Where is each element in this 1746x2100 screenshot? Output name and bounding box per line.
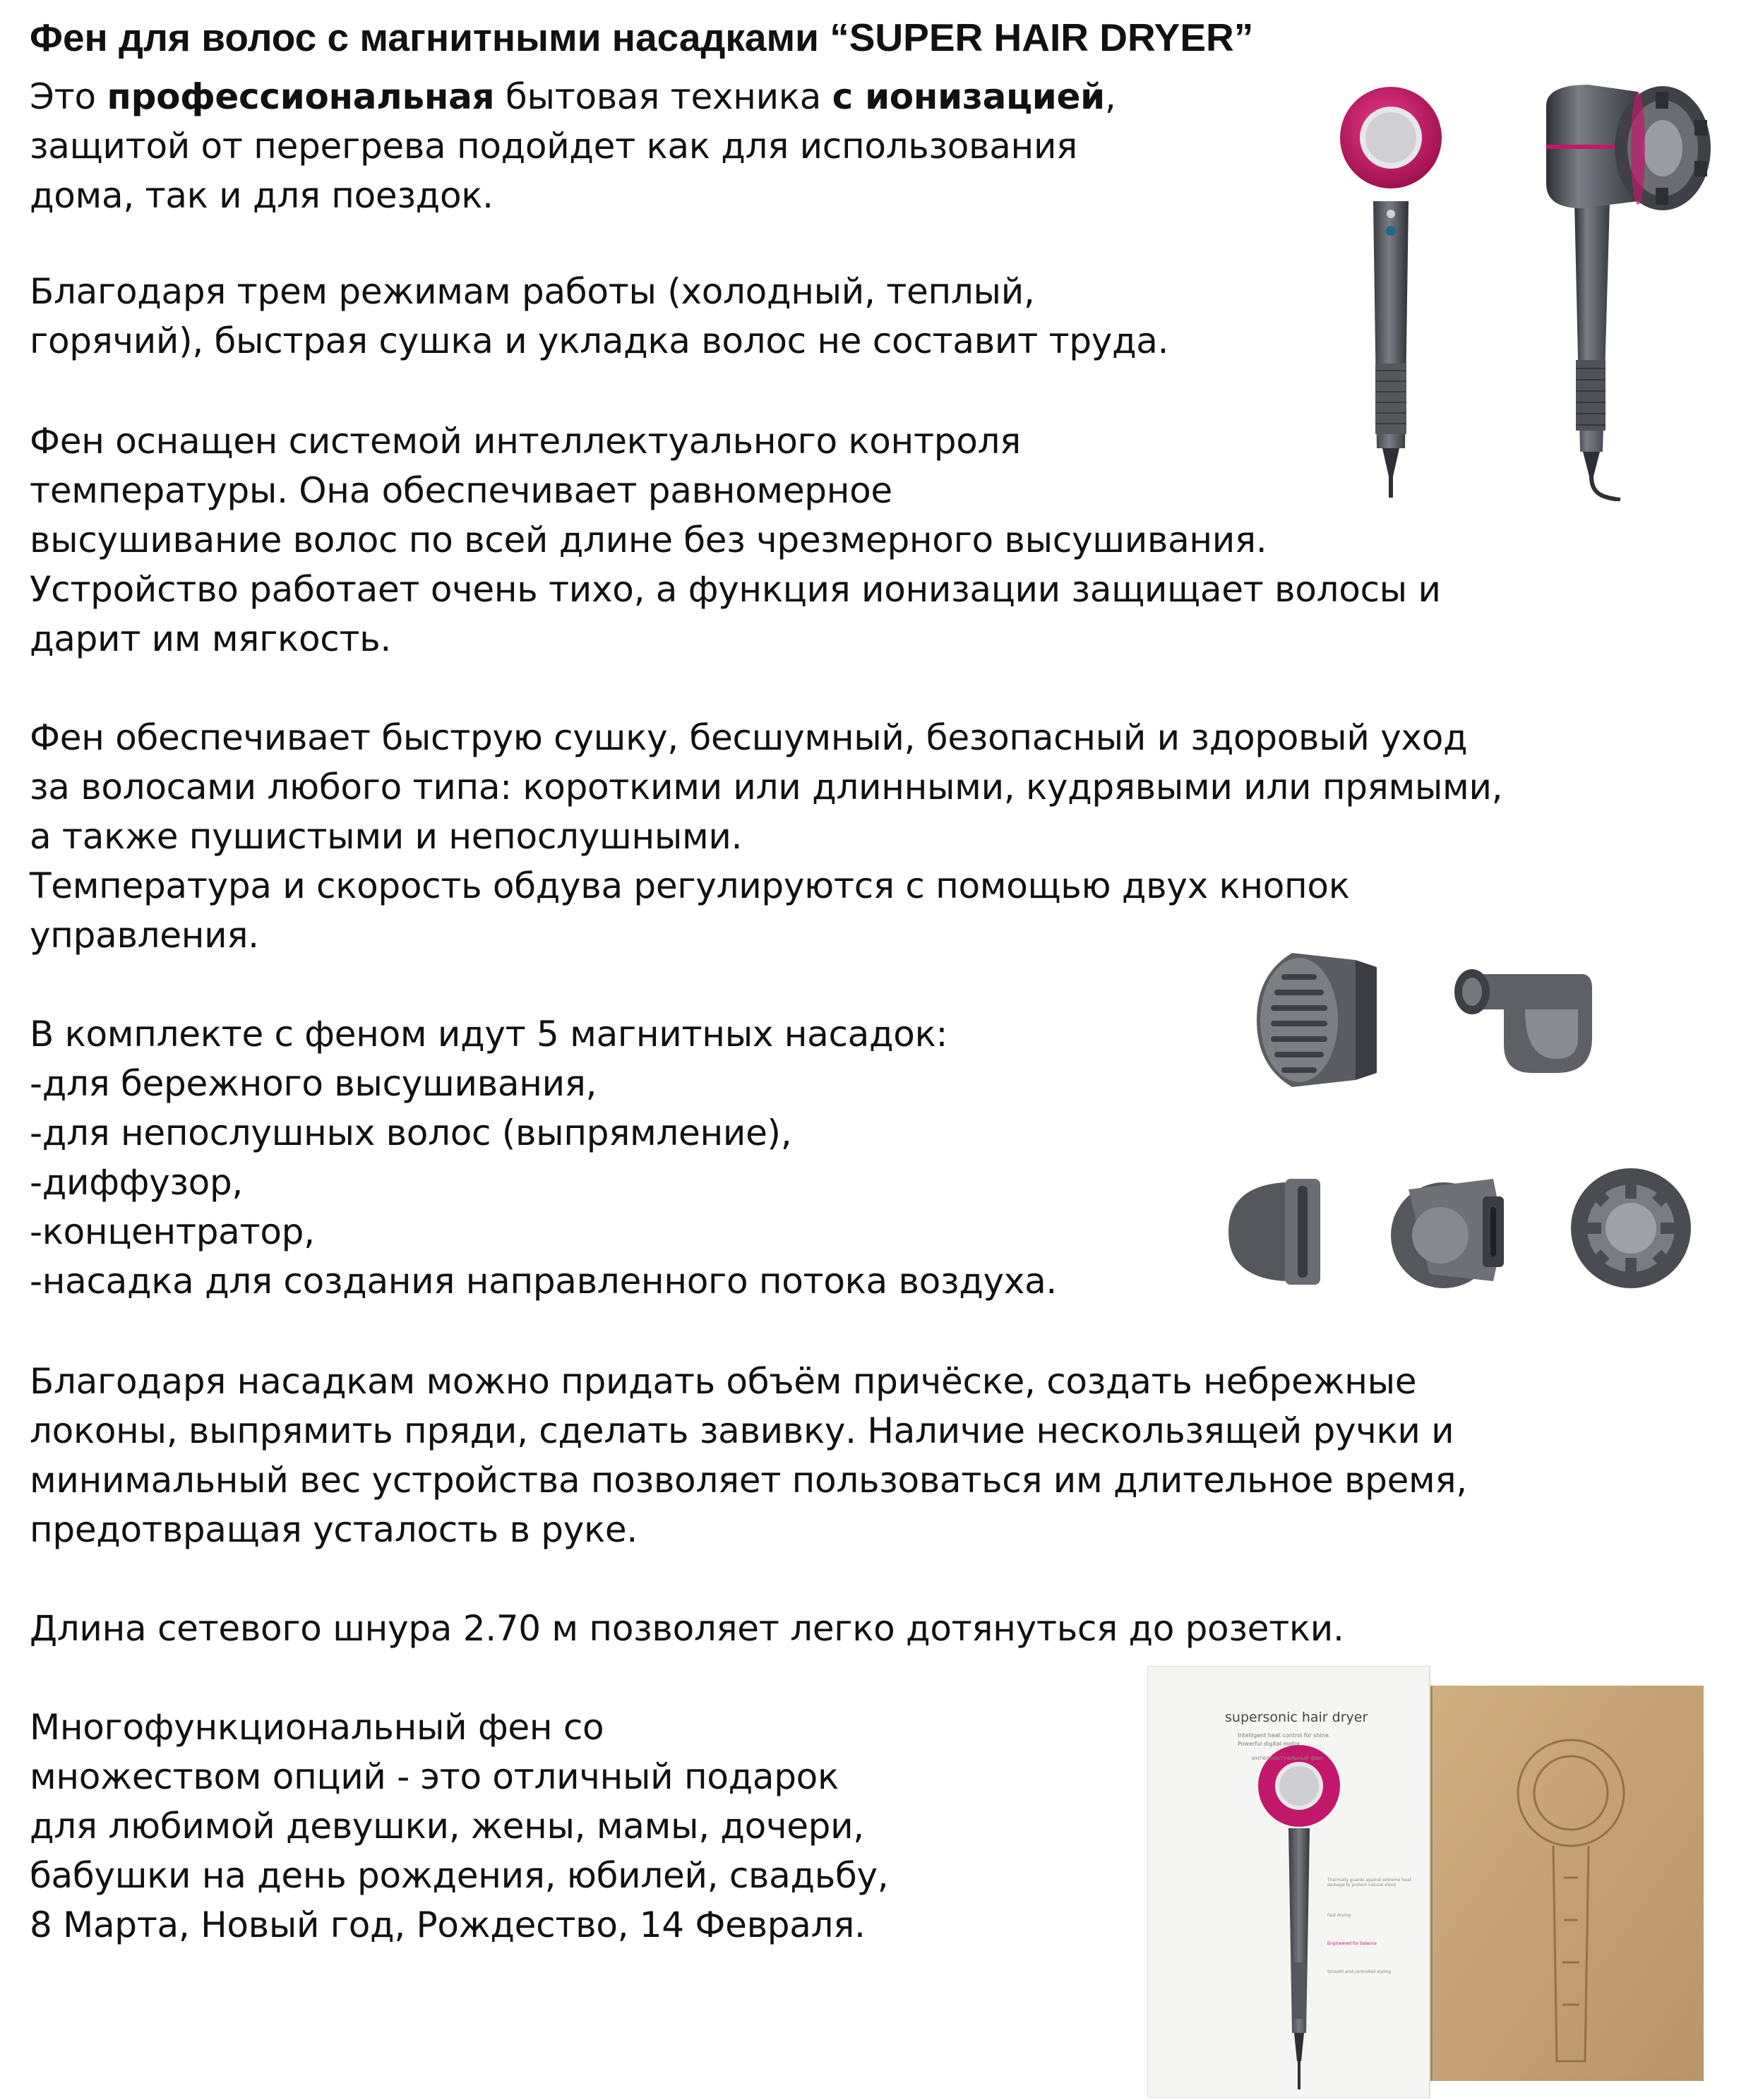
kit-line: -диффузор, — [30, 1162, 244, 1203]
gift-paragraph — [30, 1703, 888, 1950]
styling-line: минимальный вес устройства позволяет пользоваться им длительное время, — [30, 1460, 1467, 1501]
concentrator-attachment — [1387, 1168, 1514, 1295]
gift-line: множеством опций - это отличный подарок — [30, 1756, 839, 1797]
smoothing-nozzle — [1221, 1172, 1327, 1292]
gift-line: 8 Марта, Новый год, Рождество, 14 Февраля. — [30, 1904, 866, 1945]
kit-paragraph — [30, 1009, 1057, 1306]
modes-line: горячий), быстрая сушка и укладка волос не составит труда. — [30, 320, 1169, 361]
cord-line: Длина сетевого шнура 2.70 м позволяет легко дотянуться до розетки. — [30, 1608, 1344, 1649]
care-paragraph — [30, 713, 1502, 960]
box-subtitle: интеллектуальный фен — [1252, 1755, 1323, 1761]
styling-paragraph — [30, 1357, 1467, 1554]
intro-line-1 — [30, 72, 1116, 121]
page-title: Фен для волос с магнитными насадками “SUPER HAIR DRYER” — [30, 16, 1254, 59]
intro-text-3: , — [1104, 76, 1116, 117]
box-feature: Smooth and controlled styling — [1327, 1969, 1392, 1974]
box-feature: Thermally guards against extreme heat damage to protect natural shine — [1327, 1878, 1411, 1888]
care-line: управления. — [30, 915, 259, 956]
control-line: дарит им мягкость. — [30, 618, 392, 659]
care-line: за волосами любого типа: короткими или длинными, кудрявыми или прямыми, — [30, 767, 1503, 808]
product-box-image — [1147, 1666, 1705, 2098]
modes-line: Благодаря трем режимам работы (холодный, теплый, — [30, 271, 1035, 312]
box-feature: Engineered for balance — [1327, 1941, 1377, 1946]
kit-line: -для непослушных волос (выпрямление), — [30, 1112, 792, 1153]
intro-bold-ionization: с ионизацией — [832, 76, 1105, 117]
gift-line: для любимой девушки, жены, мамы, дочери, — [30, 1806, 864, 1847]
care-line: Температура и скорость обдува регулируются с помощью двух кнопок — [30, 865, 1350, 906]
kit-line: -для бережного высушивания, — [30, 1063, 597, 1104]
gift-line: Многофункциональный фен со — [30, 1707, 604, 1748]
box-brand: supersonic hair dryer — [1225, 1710, 1368, 1725]
control-line: температуры. Она обеспечивает равномерное — [30, 470, 892, 511]
styling-line: Благодаря насадкам можно придать объём причёске, создать небрежные — [30, 1361, 1417, 1402]
kit-line: -концентратор, — [30, 1211, 315, 1252]
control-line: Устройство работает очень тихо, а функция ионизации защищает волосы и — [30, 569, 1441, 610]
kit-line: -насадка для создания направленного потока воздуха. — [30, 1261, 1058, 1302]
control-line: высушивание волос по всей длине без чрезмерного высушивания. — [30, 520, 1267, 560]
hair-dryer-front-image — [1320, 81, 1461, 498]
kit-line: В комплекте с феном идут 5 магнитных насадок: — [30, 1014, 948, 1055]
box-feature: Fast drying — [1327, 1913, 1351, 1918]
intro-text-1: Это — [30, 76, 107, 117]
diffuser-attachment — [1250, 946, 1384, 1094]
intro-text-2: бытовая техника — [494, 76, 832, 117]
box-tagline-1: Intelligent heat control for shine. — [1238, 1732, 1331, 1739]
styling-line: предотвращая усталость в руке. — [30, 1509, 638, 1550]
gentle-air-attachment — [1567, 1165, 1694, 1292]
cord-paragraph — [30, 1604, 1344, 1653]
flyaway-attachment — [1433, 960, 1596, 1080]
gift-line: бабушки на день рождения, юбилей, свадьбу, — [30, 1855, 889, 1896]
modes-paragraph — [30, 267, 1168, 366]
intro-bold-professional: профессиональная — [107, 76, 495, 117]
control-paragraph — [30, 416, 1441, 664]
care-line: Фен обеспечивает быструю сушку, бесшумный, безопасный и здоровый уход — [30, 717, 1468, 758]
styling-line: локоны, выпрямить пряди, сделать завивку. Наличие нескользящей ручки и — [30, 1410, 1454, 1451]
hair-dryer-side-image — [1497, 78, 1716, 501]
care-line: а также пушистыми и непослушными. — [30, 816, 743, 857]
control-line: Фен оснащен системой интеллектуального контроля — [30, 421, 1021, 462]
intro-line: защитой от перегрева подойдет как для использования — [30, 126, 1077, 167]
box-tagline-2: Powerful digital motor. — [1238, 1741, 1302, 1747]
intro-paragraph — [30, 72, 1116, 220]
intro-line: дома, так и для поездок. — [30, 175, 494, 216]
